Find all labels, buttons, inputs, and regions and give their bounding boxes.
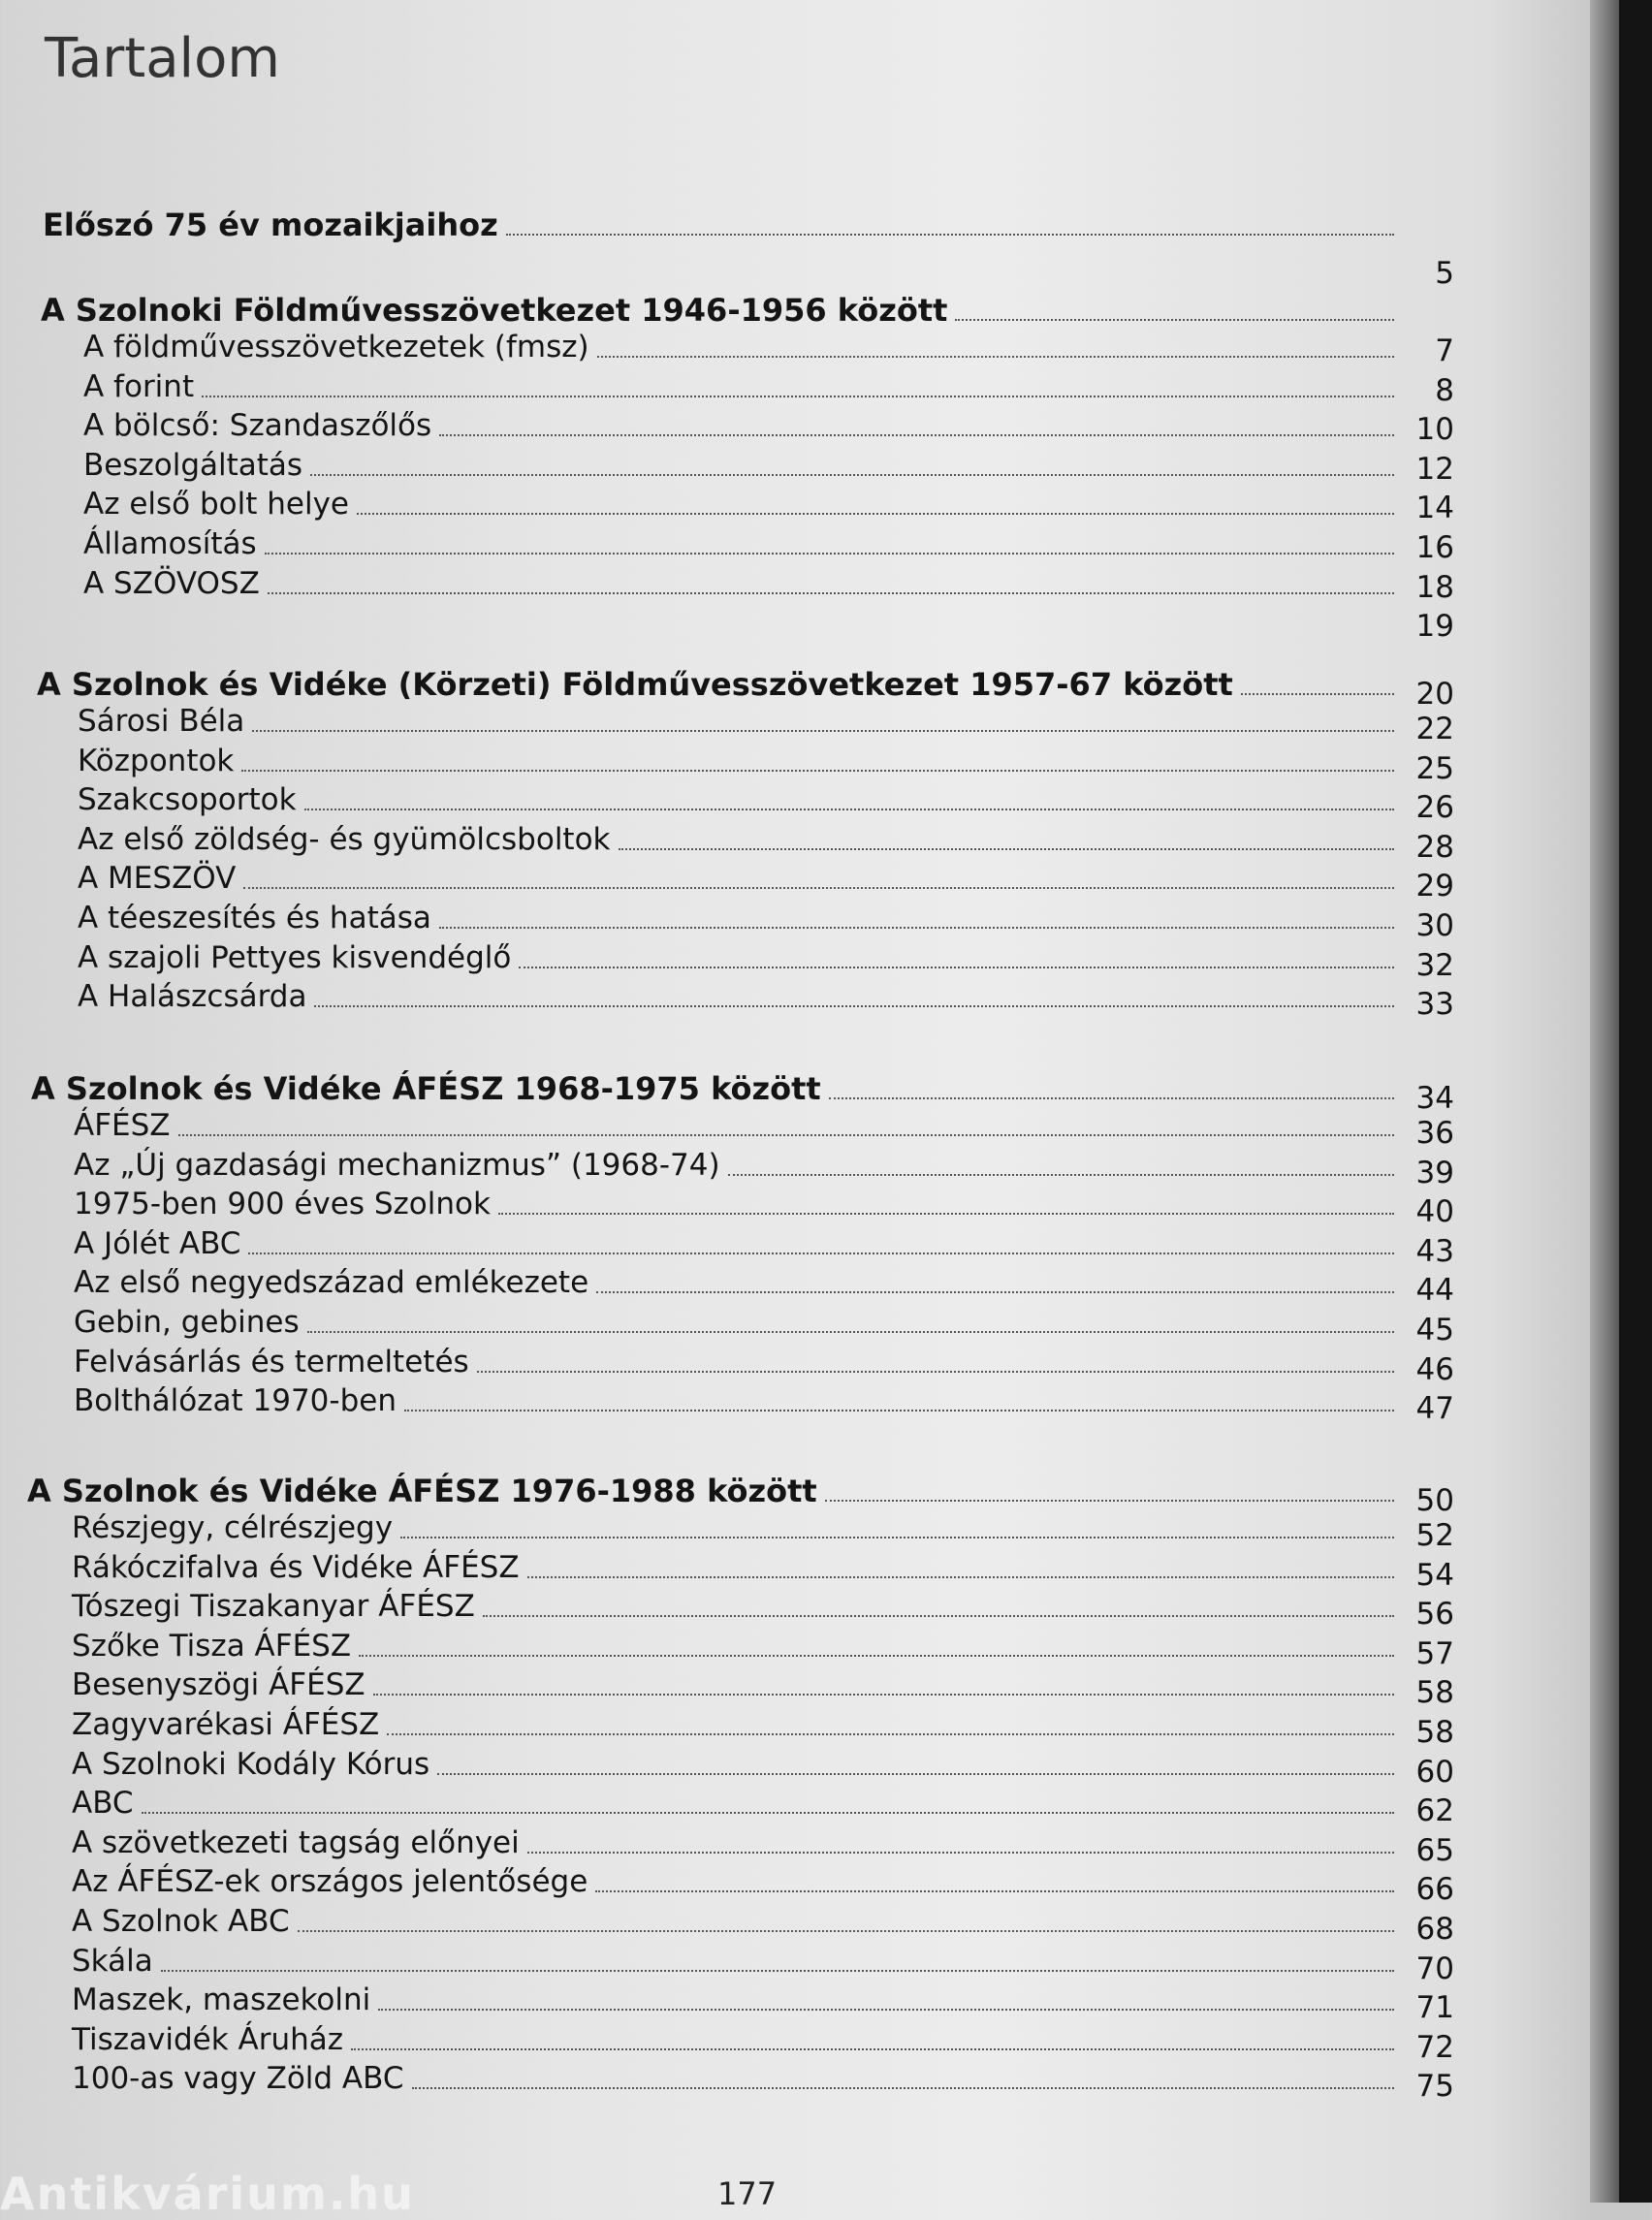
- entry-title: Skála: [72, 1943, 153, 1979]
- entry-page-number: 10: [1415, 412, 1454, 448]
- entry-title: Az „Új gazdasági mechanizmus” (1968-74): [74, 1147, 720, 1183]
- toc-entry: [72, 1745, 1402, 1784]
- entry-title: Felvásárlás és termeltetés: [74, 1344, 469, 1380]
- entry-page-number: 58: [1415, 1715, 1454, 1750]
- dot-leader: [527, 1576, 1394, 1578]
- entry-title: A szövetkezeti tagság előnyei: [72, 1824, 520, 1860]
- dot-leader: [477, 1371, 1394, 1373]
- dot-leader: [298, 1930, 1394, 1932]
- toc-entry: [74, 1146, 1402, 1185]
- entry-page-number: 47: [1415, 1391, 1454, 1427]
- entry-page-number: 40: [1415, 1194, 1454, 1230]
- toc-section: [37, 665, 1402, 704]
- dot-leader: [825, 1500, 1394, 1502]
- dot-leader: [506, 234, 1394, 236]
- entry-page-number: 68: [1415, 1912, 1454, 1947]
- dot-leader: [595, 1890, 1394, 1892]
- dot-leader: [597, 356, 1394, 358]
- toc-entry: [78, 742, 1402, 780]
- toc-entry: [72, 1902, 1402, 1941]
- entry-title: Zagyvarékasi ÁFÉSZ: [72, 1707, 380, 1742]
- entry-page-number: 56: [1415, 1597, 1454, 1633]
- section-title: A Szolnok és Vidéke (Körzeti) Földművesszövetkezet 1957-67 között: [37, 666, 1233, 703]
- entry-title: A Halászcsárda: [78, 979, 307, 1015]
- entry-title: Az első bolt helye: [83, 487, 350, 523]
- dot-leader: [310, 474, 1394, 476]
- entry-page-number: 12: [1415, 451, 1454, 487]
- entry-title: Maszek, maszekolni: [72, 1982, 371, 2018]
- entry-title: A földművesszövetkezetek (fmsz): [83, 330, 589, 365]
- section-title: Előszó 75 év mozaikjaihoz: [43, 206, 498, 243]
- entry-page-number: 22: [1415, 712, 1454, 746]
- section-page-number: 50: [1415, 1483, 1454, 1518]
- entry-title: Gebin, gebines: [74, 1305, 300, 1340]
- dot-leader: [314, 1005, 1394, 1007]
- entry-page-number: 43: [1415, 1233, 1454, 1269]
- toc-entry: [83, 328, 1402, 366]
- entry-page-number: 62: [1415, 1793, 1454, 1829]
- entry-page-number: 44: [1415, 1273, 1454, 1309]
- dot-leader: [439, 434, 1394, 436]
- entry-page-number: 16: [1415, 530, 1454, 565]
- toc-entry: [83, 446, 1402, 485]
- dot-leader: [202, 396, 1394, 397]
- page-number: 177: [717, 2175, 778, 2212]
- watermark: Antikvárium.hu: [0, 2168, 415, 2220]
- entry-title: A MESZÖV: [78, 861, 237, 897]
- entry-page-number: 66: [1415, 1872, 1454, 1908]
- entry-title: A SZÖVOSZ: [83, 565, 260, 601]
- entry-page-number: 32: [1415, 947, 1454, 983]
- entry-page-number: 57: [1415, 1635, 1454, 1671]
- dot-leader: [252, 730, 1394, 732]
- entry-page-number: 26: [1415, 790, 1454, 826]
- section-page-number: 34: [1415, 1081, 1454, 1116]
- entry-title: A Jólét ABC: [74, 1225, 241, 1261]
- entry-title: Rákóczifalva és Vidéke ÁFÉSZ: [72, 1549, 520, 1585]
- entry-page-number: 46: [1415, 1351, 1454, 1387]
- entry-page-number: 36: [1415, 1116, 1454, 1151]
- entry-page-number: 28: [1415, 829, 1454, 865]
- entry-title: Tószegi Tiszakanyar ÁFÉSZ: [72, 1589, 475, 1625]
- toc-entry: [74, 1106, 1402, 1145]
- entry-title: A téeszesítés és hatása: [78, 901, 431, 936]
- dot-leader: [619, 848, 1394, 850]
- entry-page-number: 70: [1415, 1950, 1454, 1986]
- entry-title: ÁFÉSZ: [74, 1108, 171, 1143]
- section-title: A Szolnok és Vidéke ÁFÉSZ 1968-1975 között: [31, 1070, 821, 1107]
- entry-title: A bölcső: Szandaszőlős: [83, 408, 432, 444]
- toc-section: [41, 291, 1402, 330]
- entry-title: A Szolnok ABC: [72, 1904, 290, 1939]
- dot-leader: [357, 513, 1394, 515]
- toc-preface: [43, 206, 1402, 244]
- entry-title: Az első zöldség- és gyümölcsboltok: [78, 821, 611, 857]
- entry-page-number: 7: [1435, 333, 1454, 368]
- dot-leader: [955, 319, 1394, 321]
- toc-entry: [83, 367, 1402, 406]
- entry-page-number: 30: [1415, 908, 1454, 943]
- entry-title: 1975-ben 900 éves Szolnok: [74, 1187, 491, 1222]
- dot-leader: [483, 1615, 1394, 1617]
- toc-entry: [74, 1381, 1402, 1420]
- entry-title: Szőke Tisza ÁFÉSZ: [72, 1628, 352, 1664]
- entry-page-number: 39: [1415, 1155, 1454, 1190]
- entry-page-number: 72: [1415, 2029, 1454, 2065]
- dot-leader: [519, 967, 1394, 968]
- toc-entry: [78, 820, 1402, 859]
- dot-leader: [404, 1410, 1394, 1411]
- toc-entry: [72, 1981, 1402, 2019]
- toc-entry: [72, 1548, 1402, 1587]
- entry-title: 100-as vagy Zöld ABC: [72, 2061, 404, 2097]
- dot-leader: [243, 887, 1394, 889]
- entry-page-number: 25: [1415, 750, 1454, 786]
- toc-entry: [83, 524, 1402, 563]
- toc-entry: [72, 2020, 1402, 2059]
- toc-entry: [78, 977, 1402, 1016]
- entry-page-number: 45: [1415, 1313, 1454, 1348]
- toc-entry: [74, 1185, 1402, 1223]
- entry-page-number: 33: [1415, 987, 1454, 1023]
- dot-leader: [439, 927, 1394, 929]
- dot-leader: [351, 2048, 1394, 2050]
- preface-page-number: 5: [1435, 256, 1454, 291]
- dot-leader: [241, 770, 1394, 772]
- entry-title: Besenyszögi ÁFÉSZ: [72, 1667, 365, 1703]
- toc-entry: [83, 564, 1402, 603]
- toc-entry: [72, 2059, 1402, 2098]
- entry-title: Bolthálózat 1970-ben: [74, 1383, 397, 1419]
- dot-leader: [1241, 693, 1394, 695]
- toc-entry: [72, 1824, 1402, 1862]
- entry-page-number: 14: [1415, 491, 1454, 526]
- entry-page-number: 65: [1415, 1832, 1454, 1868]
- dot-leader: [437, 1773, 1394, 1775]
- entry-title: Az első negyedszázad emlékezete: [74, 1265, 589, 1301]
- entry-title: ABC: [72, 1786, 134, 1822]
- entry-title: Sárosi Béla: [78, 704, 245, 739]
- dot-leader: [829, 1097, 1394, 1099]
- entry-page-number: 19: [1415, 609, 1454, 645]
- dot-leader: [596, 1291, 1394, 1293]
- dot-leader: [373, 1694, 1394, 1696]
- toc-entry: [78, 899, 1402, 937]
- toc-entry: [72, 1705, 1402, 1744]
- entry-page-number: 71: [1415, 1990, 1454, 2026]
- page-title: Tartalom: [45, 27, 280, 90]
- toc-section: [27, 1472, 1402, 1510]
- dot-leader: [359, 1655, 1394, 1657]
- dot-leader: [161, 1970, 1394, 1972]
- dot-leader: [304, 809, 1394, 810]
- toc-entry: [72, 1627, 1402, 1665]
- entry-title: Szakcsoportok: [78, 782, 297, 818]
- entry-page-number: 60: [1415, 1754, 1454, 1790]
- dot-leader: [400, 1537, 1394, 1538]
- toc-entry: [78, 859, 1402, 898]
- dot-leader: [527, 1852, 1394, 1854]
- entry-title: Államosítás: [83, 526, 257, 561]
- toc-entry: [72, 1784, 1402, 1823]
- section-page-number: 20: [1415, 677, 1454, 712]
- dot-leader: [728, 1174, 1394, 1176]
- entry-title: Beszolgáltatás: [83, 447, 303, 483]
- entry-page-number: 52: [1415, 1518, 1454, 1553]
- toc-entry: [83, 485, 1402, 523]
- entry-page-number: 18: [1415, 569, 1454, 605]
- toc-section: [31, 1069, 1402, 1108]
- entry-page-number: 75: [1415, 2069, 1454, 2105]
- toc-entry: [74, 1343, 1402, 1381]
- toc-entry: [72, 1587, 1402, 1626]
- toc-entry: [72, 1862, 1402, 1901]
- dot-leader: [387, 1733, 1394, 1735]
- entry-page-number: 58: [1415, 1675, 1454, 1711]
- dot-leader: [248, 1253, 1394, 1254]
- toc-entry: [83, 406, 1402, 445]
- entry-title: A Szolnoki Kodály Kórus: [72, 1746, 430, 1782]
- entry-title: Központok: [78, 743, 235, 778]
- entry-title: Az ÁFÉSZ-ek országos jelentősége: [72, 1864, 588, 1900]
- toc-entry: [78, 702, 1402, 741]
- dot-leader: [268, 592, 1394, 594]
- entry-title: A szajoli Pettyes kisvendéglő: [78, 939, 512, 975]
- dot-leader: [498, 1213, 1394, 1215]
- toc-entry: [72, 1508, 1402, 1547]
- toc-entry: [72, 1665, 1402, 1704]
- dot-leader: [142, 1812, 1394, 1814]
- entry-title: A forint: [83, 368, 195, 404]
- dot-leader: [178, 1134, 1394, 1136]
- dot-leader: [412, 2087, 1395, 2089]
- section-title: A Szolnoki Földművesszövetkezet 1946-1956 között: [41, 292, 948, 329]
- toc-entry: [74, 1263, 1402, 1302]
- entry-page-number: 8: [1435, 372, 1454, 408]
- entry-title: Tiszavidék Áruház: [72, 2021, 344, 2057]
- entry-title: Részjegy, célrészjegy: [72, 1510, 394, 1545]
- dot-leader: [378, 2009, 1394, 2011]
- dot-leader: [265, 553, 1394, 555]
- toc-entry: [78, 938, 1402, 977]
- toc-entry: [78, 780, 1402, 819]
- entry-page-number: 54: [1415, 1557, 1454, 1593]
- toc-entry: [74, 1303, 1402, 1342]
- toc-entry: [72, 1942, 1402, 1981]
- toc-entry: [74, 1224, 1402, 1263]
- section-title: A Szolnok és Vidéke ÁFÉSZ 1976-1988 között: [27, 1473, 817, 1509]
- entry-page-number: 29: [1415, 869, 1454, 904]
- dot-leader: [307, 1331, 1394, 1333]
